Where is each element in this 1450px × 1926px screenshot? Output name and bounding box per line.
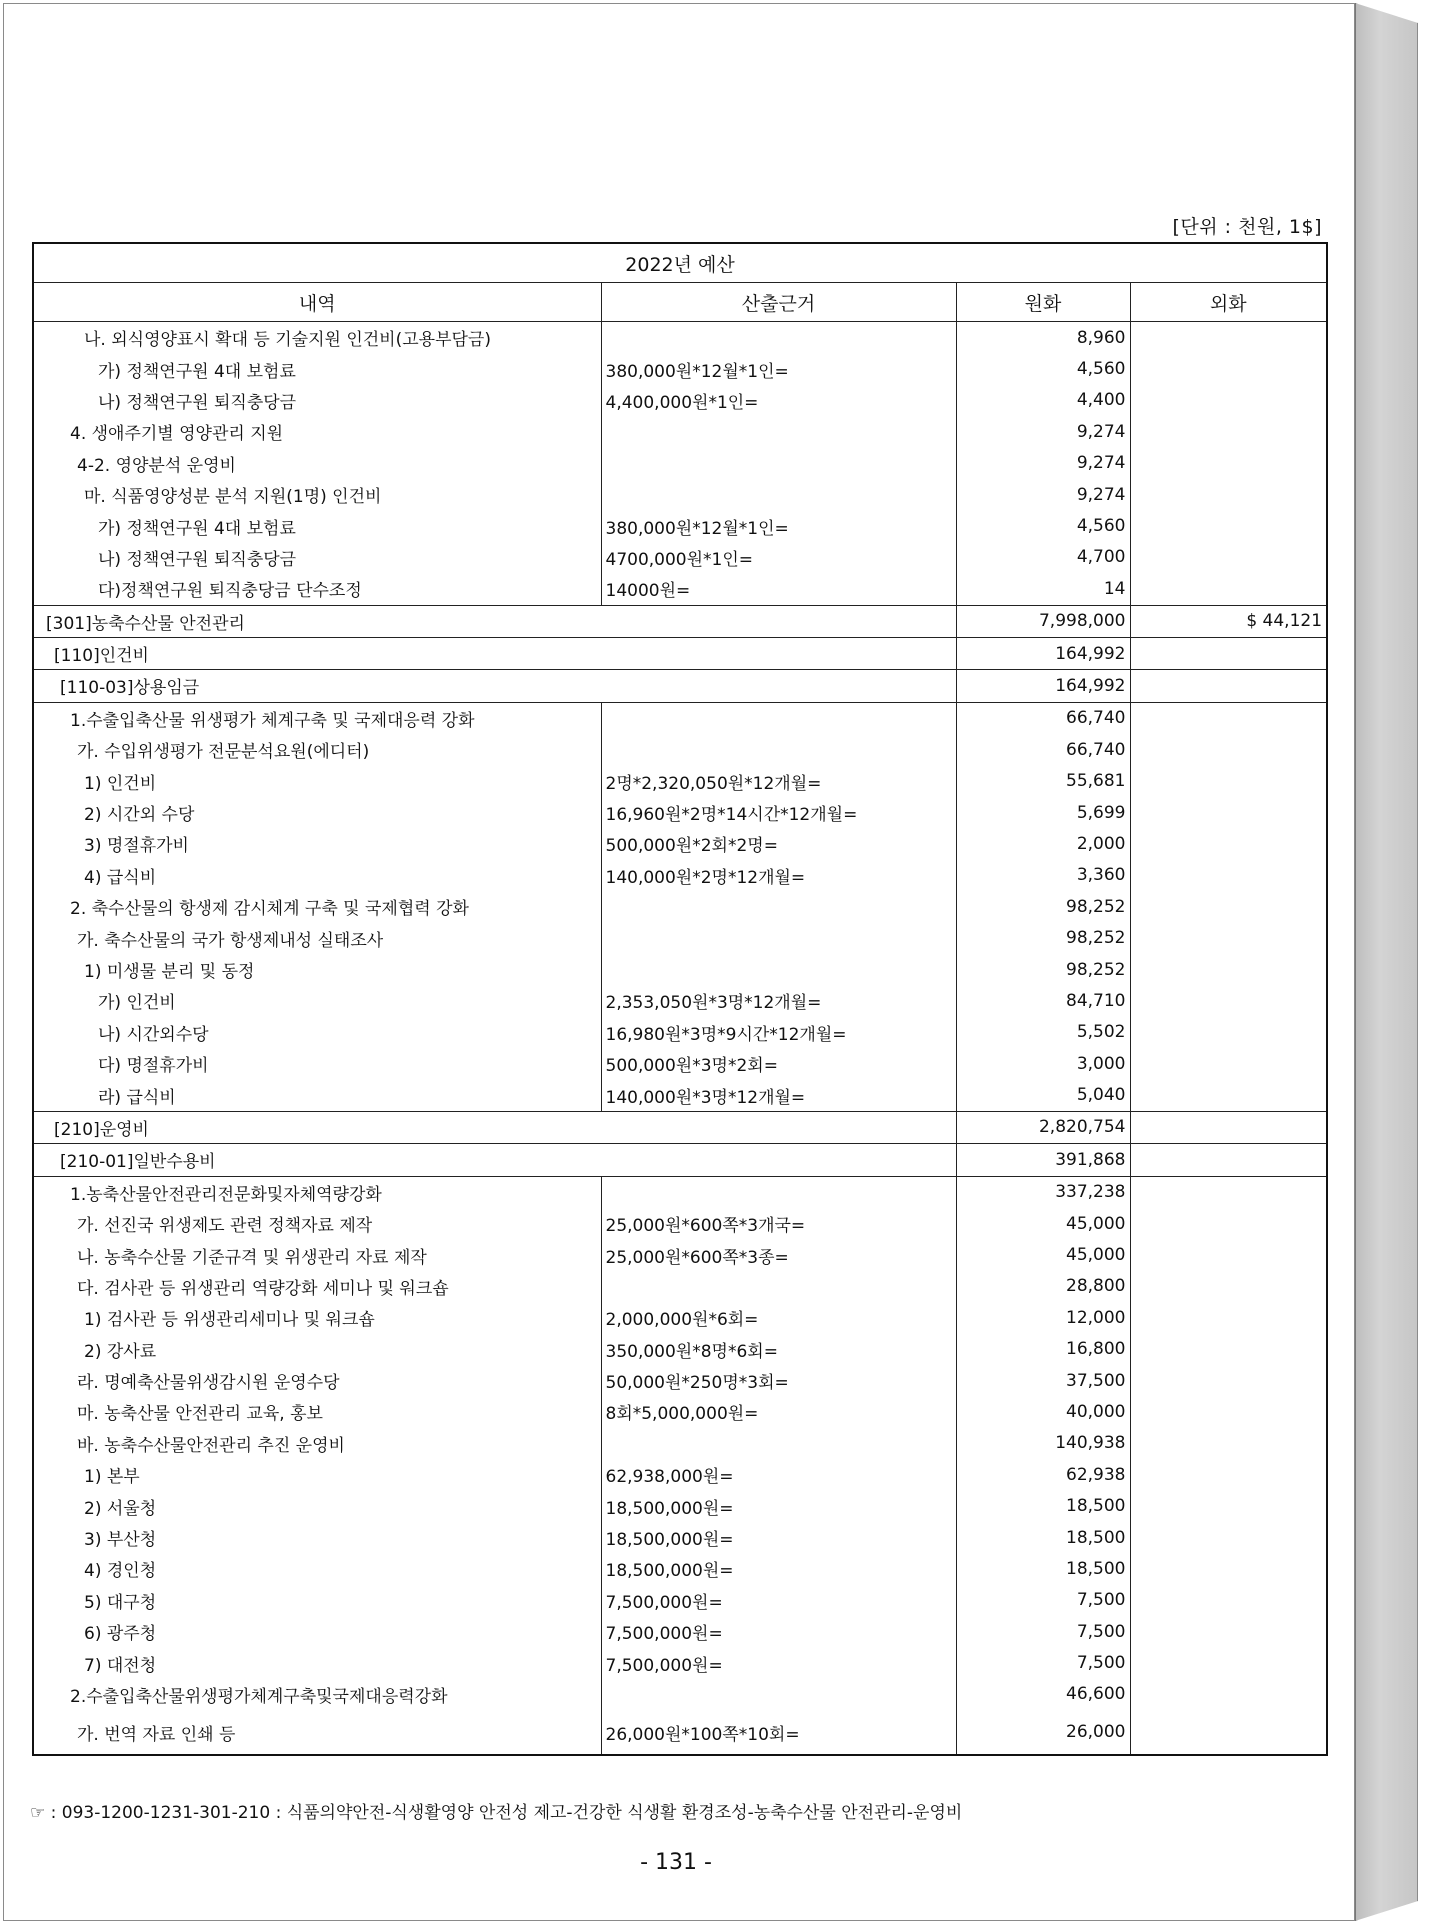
row-won-amount: 7,500 [956,1585,1130,1616]
row-foreign-amount [1130,1679,1327,1710]
row-description: 4. 생애주기별 영양관리 지원 [33,416,601,447]
row-won-amount: 18,500 [956,1490,1130,1521]
table-row [33,860,1327,891]
table-row [33,1111,1327,1143]
table-row [33,1585,1327,1616]
table-title: 2022년 예산 [33,243,1327,283]
row-won-amount: 4,400 [956,385,1130,416]
table-row [33,670,1327,702]
row-foreign-amount [1130,954,1327,985]
row-basis: 2,000,000원*6회= [601,1302,956,1333]
row-won-amount: 7,998,000 [956,605,1130,637]
row-description: 3) 명절휴가비 [33,828,601,859]
table-row [33,353,1327,384]
row-won-amount: 40,000 [956,1396,1130,1427]
row-basis: 7,500,000원= [601,1647,956,1678]
row-basis [601,416,956,447]
table-row [33,1428,1327,1459]
row-foreign-amount [1130,353,1327,384]
row-basis [601,954,956,985]
row-description: 1.수출입축산물 위생평가 체계구축 및 국제대응력 강화 [33,702,601,734]
row-foreign-amount [1130,1208,1327,1239]
table-row [33,1616,1327,1647]
row-foreign-amount [1130,1048,1327,1079]
row-description: 나) 시간외수당 [33,1017,601,1048]
row-basis [601,1271,956,1302]
row-won-amount: 66,740 [956,702,1130,734]
row-basis: 380,000원*12월*1인= [601,510,956,541]
page-stack-edge [1355,3,1418,1921]
table-title-row [33,243,1327,283]
row-won-amount: 98,252 [956,922,1130,953]
table-row [33,1271,1327,1302]
page-stack-corner-top [1355,3,1418,23]
row-description: 가. 수입위생평가 전문분석요원(에디터) [33,734,601,765]
row-basis: 18,500,000원= [601,1553,956,1584]
row-won-amount: 3,360 [956,860,1130,891]
row-foreign-amount [1130,1396,1327,1427]
row-won-amount: 164,992 [956,670,1130,702]
row-won-amount: 98,252 [956,891,1130,922]
row-description: 4-2. 영양분석 운영비 [33,448,601,479]
row-foreign-amount [1130,860,1327,891]
row-foreign-amount [1130,1490,1327,1521]
row-foreign-amount [1130,797,1327,828]
table-row [33,1079,1327,1111]
row-basis: 380,000원*12월*1인= [601,353,956,384]
row-foreign-amount [1130,1334,1327,1365]
row-basis: 7,500,000원= [601,1616,956,1647]
table-row [33,448,1327,479]
row-foreign-amount [1130,1176,1327,1208]
table-row [33,702,1327,734]
table-row [33,1365,1327,1396]
row-basis: 16,980원*3명*9시간*12개월= [601,1017,956,1048]
row-basis: 500,000원*3명*2회= [601,1048,956,1079]
table-row [33,1176,1327,1208]
account-code-footnote: ☞ : 093-1200-1231-301-210 : 식품의약안전-식생활영양 안전성 제고-건강한 식생활 환경조성-농축수산물 안전관리-운영비 [30,1803,963,1823]
row-description: 2) 강사료 [33,1334,601,1365]
row-foreign-amount [1130,734,1327,765]
row-description: 2) 서울청 [33,1490,601,1521]
row-basis: 500,000원*2회*2명= [601,828,956,859]
row-foreign-amount [1130,1144,1327,1176]
row-foreign-amount [1130,510,1327,541]
row-foreign-amount [1130,1271,1327,1302]
row-foreign-amount [1130,1079,1327,1111]
row-won-amount: 98,252 [956,954,1130,985]
row-foreign-amount [1130,891,1327,922]
row-description: [110-03]상용임금 [33,670,956,702]
row-foreign-amount [1130,985,1327,1016]
row-description: 1.농축산물안전관리전문화및자체역량강화 [33,1176,601,1208]
header-foreign: 외화 [1130,283,1327,322]
row-description: 가. 번역 자료 인쇄 등 [33,1710,601,1755]
row-description: 나) 정책연구원 퇴직충당금 [33,385,601,416]
table-row [33,1710,1327,1755]
row-description: 2) 시간외 수당 [33,797,601,828]
row-basis: 26,000원*100쪽*10회= [601,1710,956,1755]
table-row [33,479,1327,510]
row-won-amount: 18,500 [956,1553,1130,1584]
row-won-amount: 2,820,754 [956,1111,1130,1143]
row-description: 다. 검사관 등 위생관리 역량강화 세미나 및 워크숍 [33,1271,601,1302]
table-row [33,573,1327,605]
table-row [33,637,1327,669]
row-description: 7) 대전청 [33,1647,601,1678]
row-foreign-amount [1130,542,1327,573]
table-row [33,322,1327,354]
row-basis: 140,000원*2명*12개월= [601,860,956,891]
row-won-amount: 12,000 [956,1302,1130,1333]
row-foreign-amount [1130,1428,1327,1459]
row-description: [110]인건비 [33,637,956,669]
row-foreign-amount [1130,416,1327,447]
row-foreign-amount [1130,385,1327,416]
row-won-amount: 8,960 [956,322,1130,354]
row-foreign-amount [1130,637,1327,669]
header-basis: 산출근거 [601,283,956,322]
row-description: 5) 대구청 [33,1585,601,1616]
row-won-amount: 4,560 [956,353,1130,384]
row-won-amount: 84,710 [956,985,1130,1016]
row-basis: 350,000원*8명*6회= [601,1334,956,1365]
row-won-amount: 4,560 [956,510,1130,541]
row-won-amount: 4,700 [956,542,1130,573]
row-won-amount: 55,681 [956,765,1130,796]
row-foreign-amount [1130,765,1327,796]
table-row [33,1144,1327,1176]
table-row [33,1239,1327,1270]
row-foreign-amount [1130,448,1327,479]
row-won-amount: 2,000 [956,828,1130,859]
row-description: 라. 명예축산물위생감시원 운영수당 [33,1365,601,1396]
row-basis [601,448,956,479]
row-basis [601,922,956,953]
row-description: 가) 정책연구원 4대 보험료 [33,510,601,541]
table-row [33,797,1327,828]
row-won-amount: 9,274 [956,448,1130,479]
row-foreign-amount [1130,828,1327,859]
header-won: 원화 [956,283,1130,322]
row-basis [601,702,956,734]
row-foreign-amount [1130,1017,1327,1048]
row-description: 나. 농축수산물 기준규격 및 위생관리 자료 제작 [33,1239,601,1270]
row-description: 마. 농축산물 안전관리 교육, 홍보 [33,1396,601,1427]
row-won-amount: 45,000 [956,1208,1130,1239]
row-basis: 16,960원*2명*14시간*12개월= [601,797,956,828]
row-description: 1) 미생물 분리 및 동정 [33,954,601,985]
row-foreign-amount [1130,1239,1327,1270]
row-description: [210-01]일반수용비 [33,1144,956,1176]
row-foreign-amount [1130,1522,1327,1553]
row-foreign-amount [1130,1710,1327,1755]
row-foreign-amount [1130,1585,1327,1616]
row-won-amount: 14 [956,573,1130,605]
table-row [33,1396,1327,1427]
row-description: 1) 검사관 등 위생관리세미나 및 워크숍 [33,1302,601,1333]
table-row [33,985,1327,1016]
table-row [33,922,1327,953]
row-won-amount: 164,992 [956,637,1130,669]
row-description: [301]농축수산물 안전관리 [33,605,956,637]
row-description: 2. 축수산물의 항생제 감시체계 구축 및 국제협력 강화 [33,891,601,922]
row-won-amount: 45,000 [956,1239,1130,1270]
row-foreign-amount [1130,322,1327,354]
row-basis [601,322,956,354]
row-foreign-amount [1130,702,1327,734]
row-foreign-amount [1130,1365,1327,1396]
table-body [33,322,1327,1756]
row-description: 6) 광주청 [33,1616,601,1647]
row-basis: 140,000원*3명*12개월= [601,1079,956,1111]
row-won-amount: 391,868 [956,1144,1130,1176]
row-basis: 14000원= [601,573,956,605]
table-row [33,1490,1327,1521]
row-foreign-amount [1130,479,1327,510]
row-won-amount: 7,500 [956,1647,1130,1678]
row-basis: 25,000원*600쪽*3개국= [601,1208,956,1239]
row-description: [210]운영비 [33,1111,956,1143]
row-won-amount: 26,000 [956,1710,1130,1755]
row-description: 4) 경인청 [33,1553,601,1584]
table-row [33,1553,1327,1584]
table-row [33,954,1327,985]
row-description: 바. 농축수산물안전관리 추진 운영비 [33,1428,601,1459]
row-foreign-amount [1130,1302,1327,1333]
page-number: - 131 - [640,1850,712,1875]
row-won-amount: 9,274 [956,479,1130,510]
table-row [33,542,1327,573]
table-row [33,765,1327,796]
row-won-amount: 7,500 [956,1616,1130,1647]
row-description: 가. 선진국 위생제도 관련 정책자료 제작 [33,1208,601,1239]
row-foreign-amount [1130,922,1327,953]
row-basis: 18,500,000원= [601,1490,956,1521]
row-foreign-amount [1130,1647,1327,1678]
budget-table [32,242,1328,1756]
table-row [33,828,1327,859]
row-foreign-amount [1130,670,1327,702]
row-basis [601,734,956,765]
row-won-amount: 62,938 [956,1459,1130,1490]
row-basis: 2,353,050원*3명*12개월= [601,985,956,1016]
row-basis: 4,400,000원*1인= [601,385,956,416]
row-description: 4) 급식비 [33,860,601,891]
page-stack-corner-bottom [1355,1901,1418,1921]
table-row [33,1048,1327,1079]
row-foreign-amount: $ 44,121 [1130,605,1327,637]
row-won-amount: 5,699 [956,797,1130,828]
row-won-amount: 46,600 [956,1679,1130,1710]
row-basis: 8회*5,000,000원= [601,1396,956,1427]
row-foreign-amount [1130,1111,1327,1143]
row-won-amount: 37,500 [956,1365,1130,1396]
row-won-amount: 16,800 [956,1334,1130,1365]
row-basis: 50,000원*250명*3회= [601,1365,956,1396]
row-basis [601,1428,956,1459]
row-won-amount: 337,238 [956,1176,1130,1208]
row-foreign-amount [1130,1553,1327,1584]
table-row [33,734,1327,765]
row-description: 1) 인건비 [33,765,601,796]
table-header-row [33,283,1327,322]
row-basis [601,1176,956,1208]
unit-note: [단위 : 천원, 1$] [1172,216,1322,238]
header-description: 내역 [33,283,601,322]
row-description: 마. 식품영양성분 분석 지원(1명) 인건비 [33,479,601,510]
row-basis: 18,500,000원= [601,1522,956,1553]
row-won-amount: 3,000 [956,1048,1130,1079]
row-description: 1) 본부 [33,1459,601,1490]
table-row [33,1647,1327,1678]
row-basis: 62,938,000원= [601,1459,956,1490]
row-basis: 7,500,000원= [601,1585,956,1616]
row-won-amount: 18,500 [956,1522,1130,1553]
row-description: 나. 외식영양표시 확대 등 기술지원 인건비(고용부담금) [33,322,601,354]
row-description: 3) 부산청 [33,1522,601,1553]
row-won-amount: 28,800 [956,1271,1130,1302]
table-row [33,1017,1327,1048]
table-row [33,416,1327,447]
row-basis [601,891,956,922]
row-foreign-amount [1130,1616,1327,1647]
table-row [33,1334,1327,1365]
table-row [33,1679,1327,1710]
table-row [33,605,1327,637]
row-description: 가) 인건비 [33,985,601,1016]
row-won-amount: 66,740 [956,734,1130,765]
row-basis: 2명*2,320,050원*12개월= [601,765,956,796]
row-won-amount: 5,502 [956,1017,1130,1048]
row-description: 2.수출입축산물위생평가체계구축및국제대응력강화 [33,1679,601,1710]
row-basis: 4700,000원*1인= [601,542,956,573]
table-row [33,1208,1327,1239]
row-won-amount: 5,040 [956,1079,1130,1111]
table-row [33,1459,1327,1490]
table-row [33,510,1327,541]
table-row [33,385,1327,416]
row-description: 가) 정책연구원 4대 보험료 [33,353,601,384]
page-stack-divider [1355,3,1356,1921]
row-basis: 25,000원*600쪽*3종= [601,1239,956,1270]
row-basis [601,1679,956,1710]
row-description: 라) 급식비 [33,1079,601,1111]
row-description: 다)정책연구원 퇴직충당금 단수조정 [33,573,601,605]
table-row [33,1522,1327,1553]
table-row [33,1302,1327,1333]
row-foreign-amount [1130,573,1327,605]
row-description: 나) 정책연구원 퇴직충당금 [33,542,601,573]
row-basis [601,479,956,510]
row-description: 다) 명절휴가비 [33,1048,601,1079]
row-foreign-amount [1130,1459,1327,1490]
row-won-amount: 9,274 [956,416,1130,447]
table-row [33,891,1327,922]
row-description: 가. 축수산물의 국가 항생제내성 실태조사 [33,922,601,953]
row-won-amount: 140,938 [956,1428,1130,1459]
